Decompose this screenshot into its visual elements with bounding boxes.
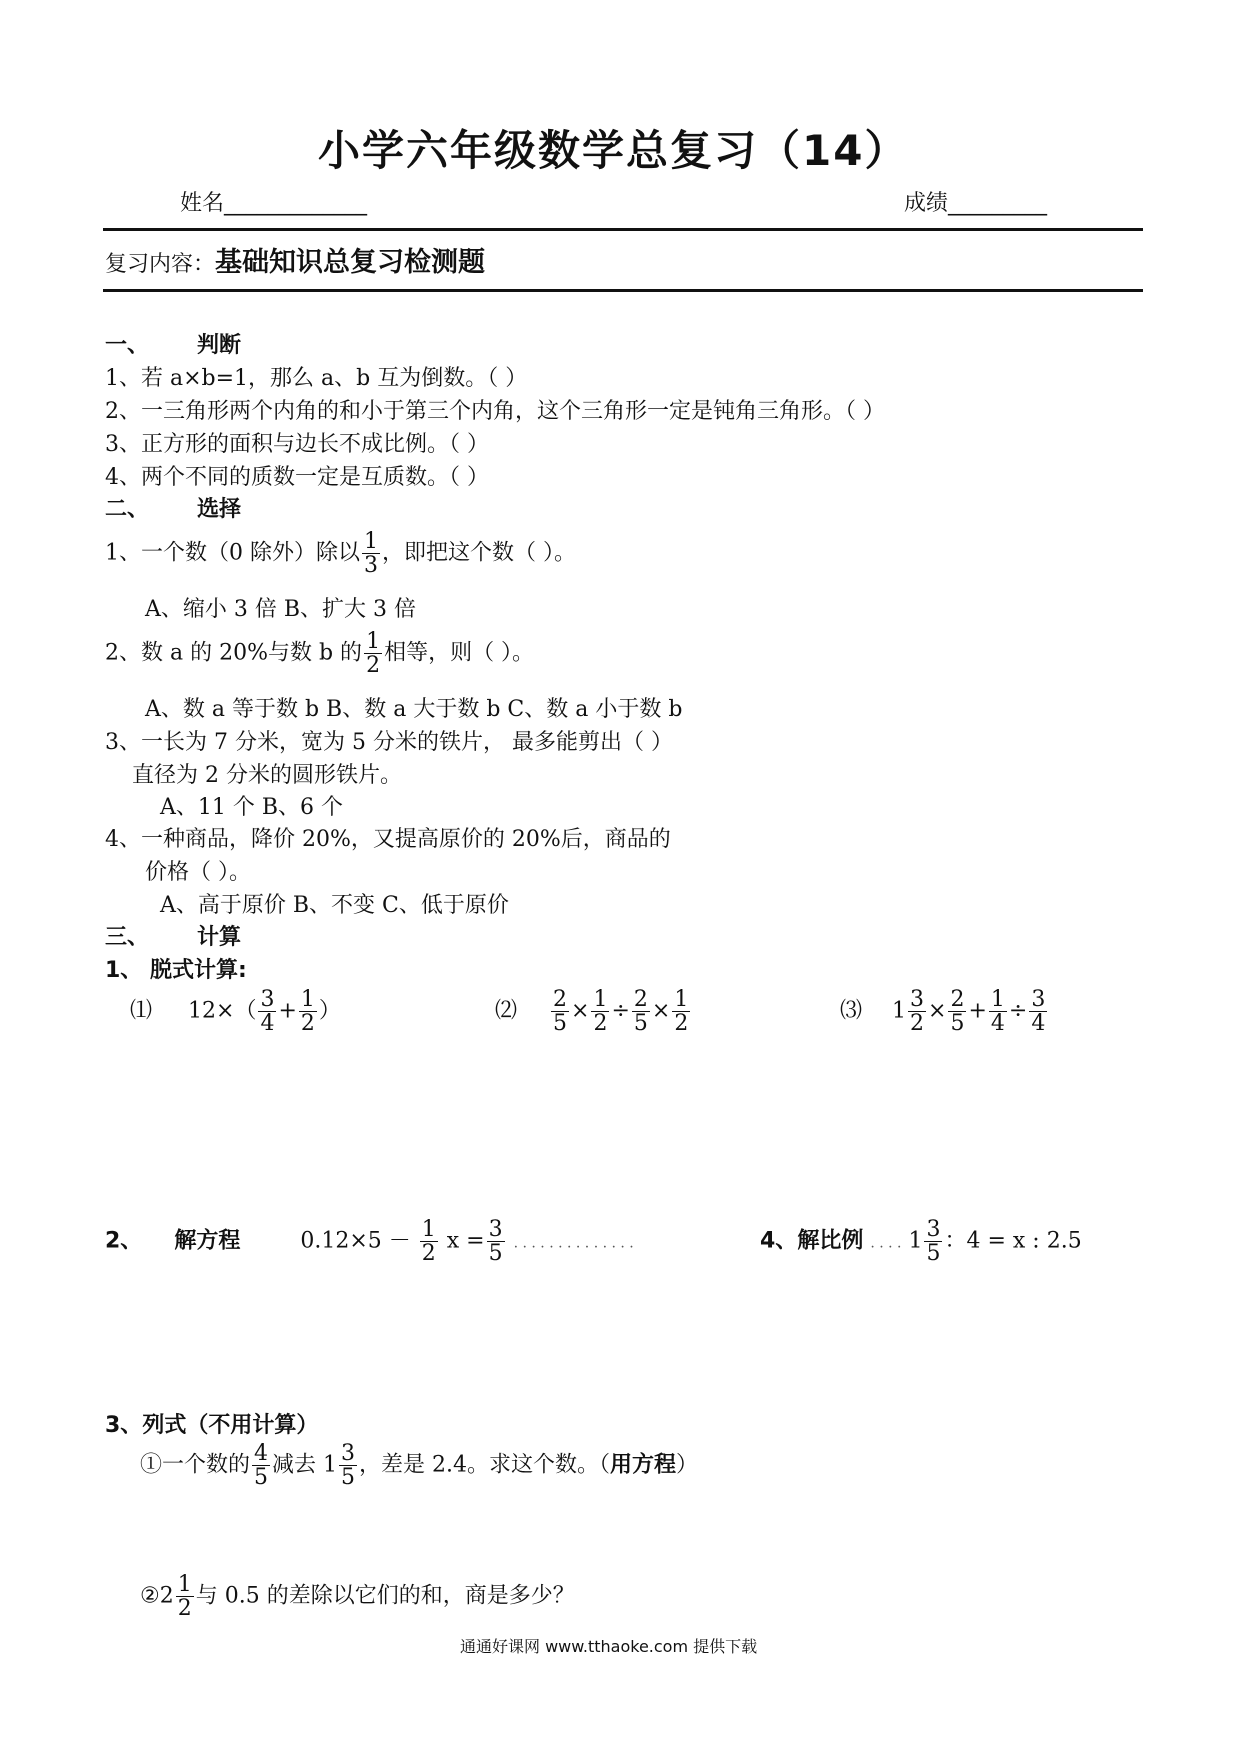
proportion-dots: . . . . bbox=[870, 1235, 902, 1252]
q2-text: 2、数 a 的 20%与数 b 的 bbox=[105, 640, 363, 666]
sub4-label: 4、 bbox=[760, 1228, 798, 1254]
sub2-label: 2、 bbox=[105, 1228, 143, 1254]
q1-options: A、缩小 3 倍 B、扩大 3 倍 bbox=[145, 597, 417, 622]
score-label: 成绩 bbox=[904, 191, 949, 216]
sub3-heading bbox=[105, 1408, 318, 1439]
q3-options: A、11 个 B、6 个 bbox=[160, 795, 344, 820]
list-question-1: ①一个数的 $\frac{4}{5}$ 减去 1 $\frac{3}{5}$ ，差是 2.4。求这个数。（用方程） bbox=[140, 1441, 699, 1491]
calc2-frac-d: $\frac{1}{2}$ bbox=[674, 987, 689, 1037]
judge-item-3: 3、正方形的面积与边长不成比例。（ ） bbox=[105, 432, 489, 457]
q2-options: A、数 a 等于数 b B、数 a 大于数 b C、数 a 小于数 b bbox=[145, 697, 683, 722]
calc2-frac-b: $\frac{1}{2}$ bbox=[593, 987, 608, 1037]
calc-1: ⑴ 12×（ $\frac{3}{4}$ + $\frac{1}{2}$ ） bbox=[130, 987, 341, 1037]
name-blank: _____________ bbox=[224, 191, 368, 216]
part1-heading-num: 一、 bbox=[105, 333, 150, 358]
l1-frac2: $\frac{3}{5}$ bbox=[341, 1441, 356, 1491]
part1-heading-text: 判断 bbox=[197, 333, 242, 358]
choice-q1 bbox=[105, 530, 576, 577]
proportion-row: 4、解比例 . . . . 1 $\frac{3}{5}$ ：4 = x : 2.5 bbox=[760, 1217, 1082, 1267]
choice-q3-line2: 直径为 2 分米的圆形铁片。 bbox=[132, 763, 402, 788]
page-title: 小学六年级数学总复习（14） bbox=[318, 126, 909, 175]
part3-heading-num: 三、 bbox=[105, 925, 150, 950]
part2-heading-text: 选择 bbox=[197, 497, 242, 522]
l2-post: 与 0.5 的差除以它们的和，商是多少？ bbox=[195, 1583, 575, 1609]
q1-fraction: $\frac{1}{3}$ bbox=[364, 529, 378, 579]
part1-heading bbox=[105, 328, 241, 359]
l1-post: ，差是 2.4。求这个数。（ bbox=[359, 1452, 610, 1478]
proportion-frac: $\frac{3}{5}$ bbox=[926, 1217, 941, 1267]
choice-q3-line1: 3、一长为 7 分米，宽为 5 分米的铁片， 最多能剪出（ ） bbox=[105, 730, 673, 755]
q1-text-end: ，即把这个数（ ）。 bbox=[382, 540, 576, 566]
calc1-frac-a: $\frac{3}{4}$ bbox=[260, 987, 275, 1037]
equation-pre: 0.12×5 － bbox=[300, 1228, 411, 1254]
sub3-text: 列式（不用计算） bbox=[142, 1413, 319, 1438]
l2-pre: ②2 bbox=[140, 1583, 174, 1609]
l2-frac: $\frac{1}{2}$ bbox=[177, 1572, 192, 1622]
name-field bbox=[180, 186, 367, 217]
equation-rhs: $\frac{3}{5}$ bbox=[488, 1217, 503, 1267]
name-label: 姓名 bbox=[180, 191, 225, 216]
sub2-text: 解方程 bbox=[174, 1228, 241, 1254]
bottom-rule bbox=[103, 289, 1143, 292]
calc1-label: ⑴ bbox=[130, 998, 153, 1024]
choice-q4-line1: 4、一种商品，降价 20%，又提高原价的 20%后，商品的 bbox=[105, 827, 671, 852]
part3-heading bbox=[105, 920, 241, 951]
equation-row bbox=[105, 1218, 634, 1265]
part3-heading-text: 计算 bbox=[197, 925, 242, 950]
q2-text-end: 相等，则（ ）。 bbox=[384, 640, 535, 666]
content-line bbox=[105, 240, 485, 279]
calc3-frac-c: $\frac{1}{4}$ bbox=[990, 987, 1005, 1037]
sub3-label: 3、 bbox=[105, 1413, 143, 1438]
l1-pre: ①一个数的 bbox=[140, 1452, 251, 1478]
calc2-frac-a: $\frac{2}{5}$ bbox=[553, 987, 568, 1037]
equation-frac: $\frac{1}{2}$ bbox=[421, 1217, 436, 1267]
q2-fraction: $\frac{1}{2}$ bbox=[366, 629, 381, 679]
calc1-frac-b: $\frac{1}{2}$ bbox=[300, 987, 315, 1037]
choice-q4-line2: 价格（ ）。 bbox=[145, 860, 251, 885]
l1-frac: $\frac{4}{5}$ bbox=[254, 1441, 269, 1491]
calc2-frac-c: $\frac{2}{5}$ bbox=[633, 987, 648, 1037]
judge-item-2: 2、一三角形两个内角的和小于第三个内角，这个三角形一定是钝角三角形。（ ） bbox=[105, 399, 885, 424]
score-blank: _________ bbox=[948, 191, 1048, 216]
calc3-label: ⑶ bbox=[840, 998, 863, 1024]
sub4-text: 解比例 bbox=[797, 1228, 864, 1254]
calc-3: ⑶ 1 $\frac{3}{2}$ × $\frac{2}{5}$ + $\frac{1}{4}$ ÷ $\frac{3}{4}$ bbox=[840, 987, 1046, 1037]
top-rule bbox=[103, 228, 1143, 231]
proportion-rest: ：4 = x : 2.5 bbox=[944, 1228, 1082, 1254]
l1-bold: 用方程 bbox=[610, 1452, 677, 1478]
l1-mid: 减去 1 bbox=[272, 1452, 338, 1478]
q1-text: 1、一个数（0 除外）除以 bbox=[105, 540, 360, 566]
part2-heading bbox=[105, 492, 241, 523]
calc3-frac-d: $\frac{3}{4}$ bbox=[1031, 987, 1046, 1037]
calc2-label: ⑵ bbox=[495, 998, 518, 1024]
judge-item-4: 4、两个不同的质数一定是互质数。（ ） bbox=[105, 465, 489, 490]
judge-item-1: 1、若 a×b=1，那么 a、b 互为倒数。（ ） bbox=[105, 366, 528, 391]
score-field bbox=[904, 186, 1047, 217]
list-question-2 bbox=[140, 1573, 575, 1620]
part2-heading-num: 二、 bbox=[105, 497, 150, 522]
q4-options: A、高于原价 B、不变 C、低于原价 bbox=[160, 893, 509, 918]
equation-mid: x = bbox=[446, 1228, 485, 1254]
calc3-frac-a: $\frac{3}{2}$ bbox=[910, 987, 925, 1037]
content-title: 基础知识总复习检测题 bbox=[215, 247, 486, 278]
equation-dots: . . . . . . . . . . . . . . bbox=[513, 1235, 634, 1252]
content-label: 复习内容： bbox=[105, 252, 216, 277]
calc3-frac-b: $\frac{2}{5}$ bbox=[950, 987, 965, 1037]
choice-q2 bbox=[105, 630, 534, 677]
calc-2: ⑵ $\frac{2}{5}$ × $\frac{1}{2}$ ÷ $\frac{2}{5}$ × $\frac{1}{2}$ bbox=[495, 987, 689, 1037]
footer-text: 通通好课网 www.tthaoke.com 提供下载 bbox=[460, 1637, 758, 1656]
sub1-heading: 1、 脱式计算: bbox=[105, 958, 247, 983]
calc1-pre: 12×（ bbox=[188, 998, 257, 1024]
